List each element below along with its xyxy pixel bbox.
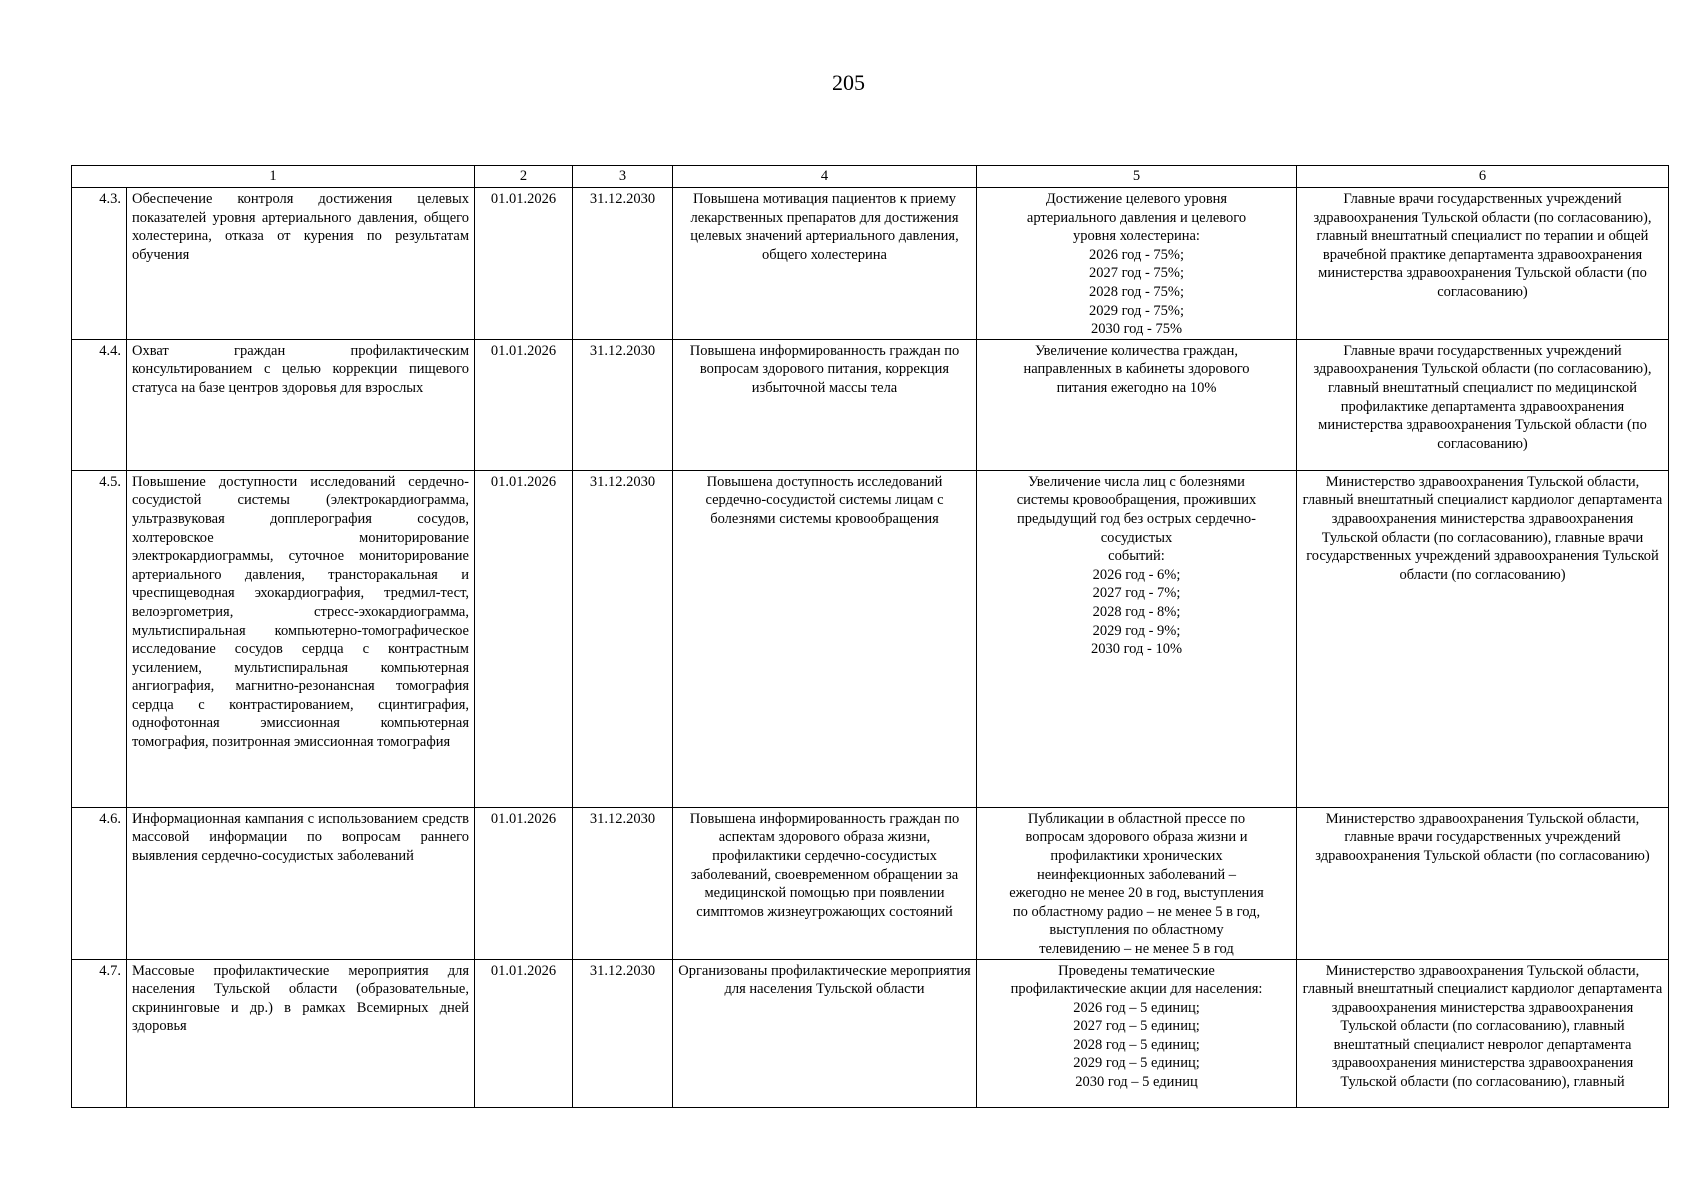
start-date: 01.01.2026 <box>475 339 573 470</box>
end-date: 31.12.2030 <box>573 959 673 1107</box>
target-indicator <box>977 807 1297 959</box>
target-indicator <box>977 959 1297 1107</box>
table-row <box>72 807 1669 959</box>
row-number: 4.4. <box>72 339 127 470</box>
column-header-1: 1 <box>72 166 475 188</box>
indicator-line: 2027 год - 75%; <box>1088 265 1185 282</box>
indicator-line: Проведены тематические <box>1058 962 1215 979</box>
indicator-line: Публикации в областной прессе по <box>1027 810 1246 827</box>
indicator-line: Достижение целевого уровня <box>1045 191 1228 207</box>
responsible-executors: Министерство здравоохранения Тульской области, главный внештатный специалист кардиолог департамента здравоохранения министерства здравоохранения Тульской области (по согласованию), главные врачи государственных учреждений здравоохранения Тульской области (по согласованию) <box>1297 470 1669 807</box>
column-number-row <box>72 166 1669 188</box>
measure-name: Массовые профилактические мероприятия для населения Тульской области (образовательные, скрининговые и др.) в рамках Всемирных дней здоровья <box>127 959 475 1107</box>
measures-table <box>71 165 1669 1108</box>
indicator-line: Увеличение количества граждан, <box>1035 342 1238 359</box>
indicator-line: профилактики хронических <box>1050 847 1223 864</box>
indicator-line: 2027 год - 7%; <box>1092 585 1181 602</box>
expected-result: Повышена доступность исследований сердечно-сосудистой системы лицам с болезнями системы кровообращения <box>673 470 977 807</box>
indicator-line: 2026 год - 6%; <box>1092 566 1181 583</box>
indicator-line: событий: <box>1108 548 1165 565</box>
measure-name: Информационная кампания с использованием средств массовой информации по вопросам раннего выявления сердечно-сосудистых заболеваний <box>127 807 475 959</box>
end-date: 31.12.2030 <box>573 339 673 470</box>
expected-result: Повышена мотивация пациентов к приему лекарственных препаратов для достижения целевых значений артериального давления, общего холестерина <box>673 188 977 340</box>
responsible-executors: Главные врачи государственных учреждений здравоохранения Тульской области (по согласованию), главный внештатный специалист по терапии и общей врачебной практике департамента здравоохранения министерства здравоохранения Тульской области (по согласованию) <box>1297 188 1669 340</box>
measure-name: Обеспечение контроля достижения целевых показателей уровня артериального давления, общего холестерина, отказа от курения по результатам обучения <box>127 188 475 340</box>
target-indicator <box>977 470 1297 807</box>
row-number: 4.3. <box>72 188 127 340</box>
target-indicator <box>977 339 1297 470</box>
table-row <box>72 188 1669 340</box>
indicator-line: 2026 год - 75%; <box>1088 246 1185 263</box>
indicator-line: неинфекционных заболеваний – <box>1036 866 1236 883</box>
expected-result: Организованы профилактические мероприятия для населения Тульской области <box>673 959 977 1107</box>
indicator-line: вопросам здорового образа жизни и <box>1025 829 1248 846</box>
indicator-line: профилактические акции для населения: <box>1010 981 1263 998</box>
indicator-line: 2028 год - 75%; <box>1088 283 1185 300</box>
indicator-line: Увеличение числа лиц с болезнями <box>1028 473 1245 490</box>
expected-result: Повышена информированность граждан по аспектам здорового образа жизни, профилактики сердечно-сосудистых заболеваний, своевременном обращении за медицинской помощью при появлении симптомов жизнеугрожающих состояний <box>673 807 977 959</box>
indicator-line: 2026 год – 5 единиц; <box>1073 999 1200 1016</box>
row-number: 4.5. <box>72 470 127 807</box>
row-number: 4.7. <box>72 959 127 1107</box>
end-date: 31.12.2030 <box>573 188 673 340</box>
column-header-5: 5 <box>977 166 1297 188</box>
indicator-line: предыдущий год без острых сердечно- <box>1016 510 1256 527</box>
responsible-executors: Министерство здравоохранения Тульской области, главные врачи государственных учреждений здравоохранения Тульской области (по согласованию) <box>1297 807 1669 959</box>
column-header-6: 6 <box>1297 166 1669 188</box>
indicator-line: 2028 год - 8%; <box>1092 603 1181 620</box>
table-row <box>72 959 1669 1107</box>
column-header-3: 3 <box>573 166 673 188</box>
indicator-line: 2030 год – 5 единиц <box>1075 1074 1198 1091</box>
responsible-executors: Министерство здравоохранения Тульской области, главный внештатный специалист кардиолог департамента здравоохранения министерства здравоохранения Тульской области (по согласованию), главный внештатный специалист невролог департамента здравоохранения министерства здравоохранения Тульской области (по согласованию), главный <box>1297 959 1669 1107</box>
start-date: 01.01.2026 <box>475 959 573 1107</box>
indicator-line: 2030 год - 75% <box>1090 321 1183 338</box>
indicator-line: 2029 год - 75%; <box>1088 302 1185 319</box>
indicator-line: артериального давления и целевого <box>1026 209 1247 226</box>
column-header-4: 4 <box>673 166 977 188</box>
indicator-line: 2029 год - 9%; <box>1092 622 1181 639</box>
indicator-line: сосудистых <box>1100 529 1173 546</box>
indicator-line: по областному радио – не менее 5 в год, <box>1012 903 1261 920</box>
indicator-line: 2030 год - 10% <box>1090 641 1183 658</box>
indicator-line: 2027 год – 5 единиц; <box>1073 1018 1200 1035</box>
indicator-line: уровня холестерина: <box>1073 228 1200 245</box>
expected-result: Повышена информированность граждан по вопросам здорового питания, коррекция избыточной массы тела <box>673 339 977 470</box>
start-date: 01.01.2026 <box>475 807 573 959</box>
row-number: 4.6. <box>72 807 127 959</box>
measure-name: Повышение доступности исследований сердечно-сосудистой системы (электрокардиограмма, ультразвуковая допплерография сосудов, холтеровское мониторирование электрокардиограммы, суточное мониторирование артериального давления, трансторакальная и чреспищеводная эхокардиография, тредмил-тест, велоэргометрия, стресс-эхокардиограмма, мультиспиральная компьютерно-томографическое исследование сосудов сердца с контрастным усилением, мультиспиральная компьютерная ангиография, магнитно-резонансная томография сердца с контрастированием, сцинтиграфия, однофотонная эмиссионная компьютерная томография, позитронная эмиссионная томография <box>127 470 475 807</box>
indicator-line: системы кровообращения, проживших <box>1016 492 1257 509</box>
indicator-line: выступления по областному <box>1049 922 1224 939</box>
table-row <box>72 470 1669 807</box>
start-date: 01.01.2026 <box>475 188 573 340</box>
indicator-line: ежегодно не менее 20 в год, выступления <box>1009 885 1264 902</box>
responsible-executors: Главные врачи государственных учреждений здравоохранения Тульской области (по согласованию), главный внештатный специалист по медицинской профилактике департамента здравоохранения министерства здравоохранения Тульской области (по согласованию) <box>1297 339 1669 470</box>
start-date: 01.01.2026 <box>475 470 573 807</box>
indicator-line: 2028 год – 5 единиц; <box>1073 1036 1200 1053</box>
end-date: 31.12.2030 <box>573 807 673 959</box>
column-header-2: 2 <box>475 166 573 188</box>
end-date: 31.12.2030 <box>573 470 673 807</box>
measure-name: Охват граждан профилактическим консультированием с целью коррекции пищевого статуса на базе центров здоровья для взрослых <box>127 339 475 470</box>
table-row <box>72 339 1669 470</box>
page-number: 205 <box>832 70 865 95</box>
indicator-line: питания ежегодно на 10% <box>1056 379 1217 396</box>
indicator-line: направленных в кабинеты здорового <box>1023 361 1250 378</box>
indicator-line: телевидению – не менее 5 в год <box>1039 940 1234 957</box>
indicator-line: 2029 год – 5 единиц; <box>1073 1055 1200 1072</box>
target-indicator <box>977 188 1297 340</box>
